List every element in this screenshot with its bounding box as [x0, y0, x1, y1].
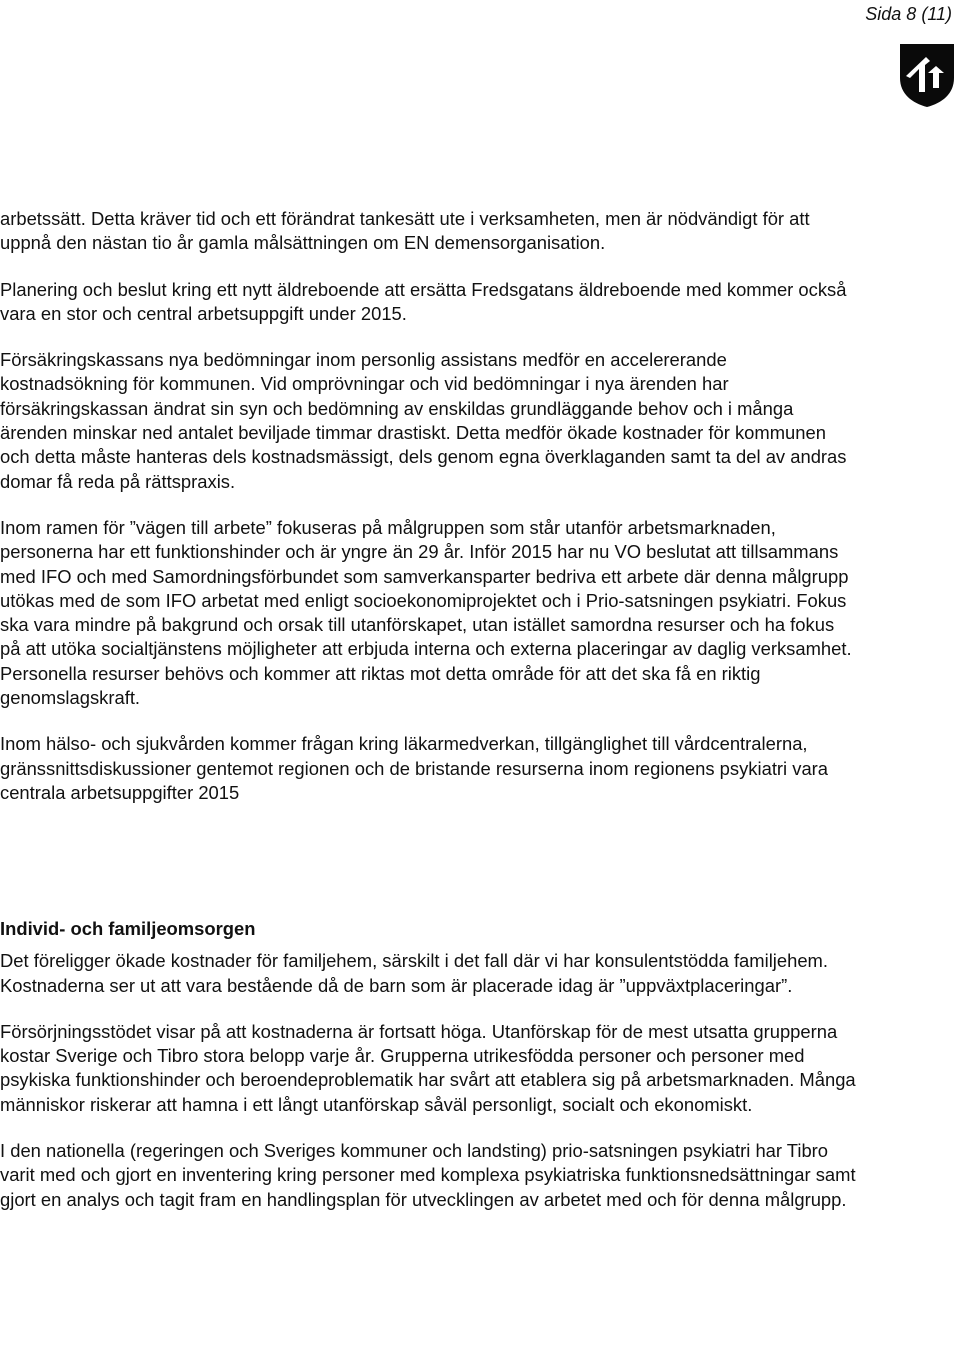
paragraph: Inom ramen för ”vägen till arbete” fokuseras på målgruppen som står utanför arbetsmarknaden, personerna har ett funktionshinder och är yngre än 29 år. Inför 2015 har nu VO beslutat att tillsammans med IFO och med Samordningsförbundet som samverkansparter bedriva ett arbete där denna målgrupp utökas med de som IFO arbetat med enligt socioekonomiprojektet och i Prio-satsningen psykiatri. Fokus ska vara mindre på bakgrund och orsak till utanförskapet, utan istället samordna resurser och ha fokus på att utöka socialtjänstens möjligheter att erbjuda interna och externa placeringar av daglig verksamhet. Personella resurser behövs och kommer att riktas mot detta område för att det ska få en riktig genomslagskraft. [0, 516, 852, 709]
page-number: Sida 8 (11) [865, 4, 952, 24]
paragraph: Planering och beslut kring ett nytt äldreboende att ersätta Fredsgatans äldreboende med kommer också vara en stor och central arbetsuppgift under 2015. [0, 278, 847, 324]
paragraph: arbetssätt. Detta kräver tid och ett förändrat tankesätt ute i verksamheten, men är nödvändigt för att uppnå den nästan tio år gamla målsättningen om EN demensorganisation. [0, 208, 810, 254]
paragraph: Försäkringskassans nya bedömningar inom personlig assistans medför en accelererande kostnadsökning för kommunen. Vid omprövningar och vid bedömningar i nya ärenden har försäkringskassan ändrat sin syn och bedömning av enskildas grundläggande behov och i många ärenden minskar ned antalet beviljade timmar drastiskt. Detta medför ökade kostnader för kommunen och detta måste hanteras dels kostnadsmässigt, dels genom egna överklaganden samt ta del av andras domar få reda på rättspraxis. [0, 349, 847, 492]
paragraph: Det föreligger ökade kostnader för familjehem, särskilt i det fall där vi har konsulentstödda familjehem. Kostnaderna ser ut att vara bestående då de barn som är placerade idag är ”uppväxtplaceringar”. [0, 950, 828, 996]
paragraph: Försörjningsstödet visar på att kostnaderna är fortsatt höga. Utanförskap för de mest utsatta grupperna kostar Sverige och Tibro stora belopp varje år. Grupperna utrikesfödda personer och personer med psykiska funktionshinder och beroendeproblematik har svårt att etablera sig på arbetsmarknaden. Många människor riskerar att hamna i ett långt utanförskap såväl personligt, socialt och ekonomiskt. [0, 1020, 856, 1115]
paragraph: Inom hälso- och sjukvården kommer frågan kring läkarmedverkan, tillgänglighet till vårdcentralerna, gränssnittsdiskussioner gentemot regionen och de bristande resurserna inom regionens psykiatri vara centrala arbetsuppgifter 2015 [0, 733, 829, 803]
document-body [0, 207, 856, 1234]
municipal-shield-icon [898, 42, 956, 108]
section-heading: Individ- och familjeomsorgen [0, 918, 256, 940]
paragraph: I den nationella (regeringen och Sveriges kommuner och landsting) prio-satsningen psykiatri har Tibro varit med och gjort en inventering kring personer med komplexa psykiatriska funktionsnedsättningar samt gjort en analys och tagit fram en handlingsplan för utvecklingen av arbetet med och för denna målgrupp. [0, 1140, 856, 1210]
